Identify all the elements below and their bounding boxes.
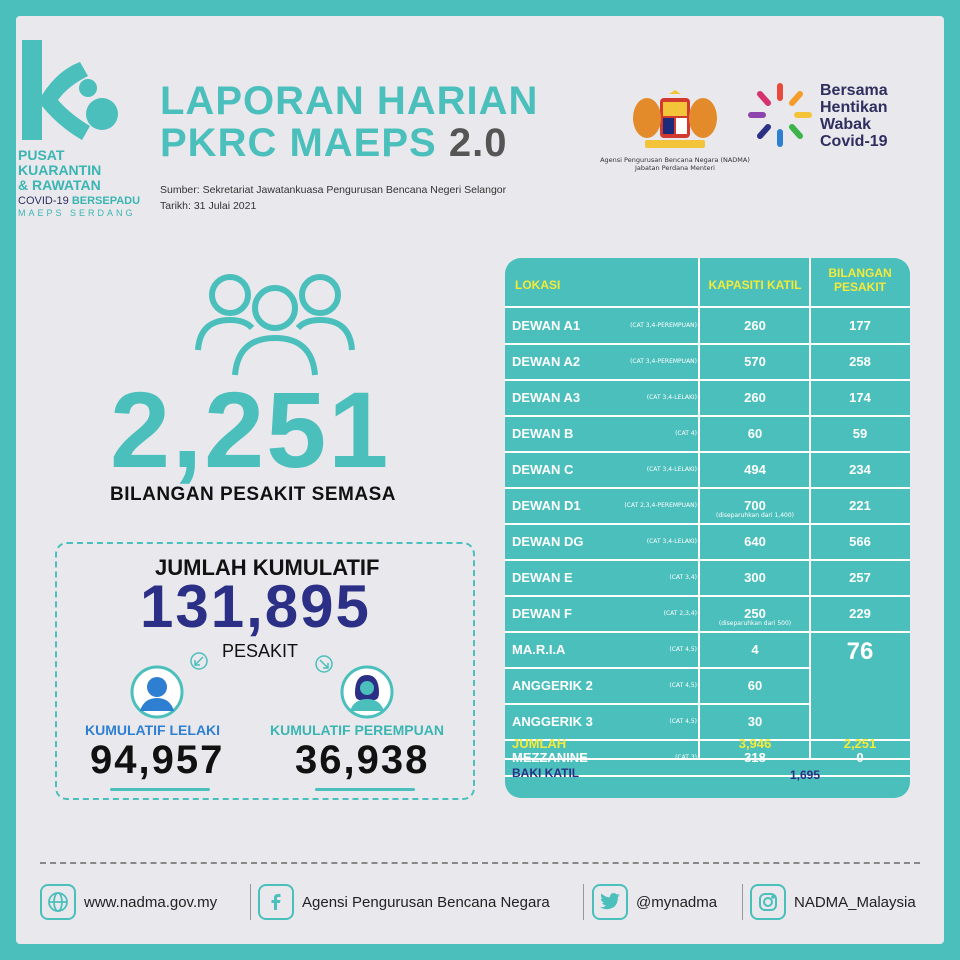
- logo-line4: COVID-19 BERSEPADU: [18, 195, 141, 207]
- row-capacity: 570: [744, 354, 766, 369]
- title-line1: LAPORAN HARIAN: [160, 79, 539, 123]
- row-category: (CAT 2,3,4-PEREMPUAN): [624, 502, 697, 509]
- nadma-line1: Agensi Pengurusan Bencana Negara (NADMA): [600, 156, 750, 164]
- table-row: [505, 308, 910, 344]
- male-label: KUMULATIF LELAKI: [85, 722, 221, 738]
- male-underline: [110, 788, 210, 791]
- female-underline: [315, 788, 415, 791]
- male-number: 94,957: [90, 738, 225, 782]
- footer-twitter[interactable]: [592, 882, 717, 922]
- source-text: Sumber: Sekretariat Jawatankuasa Pengurusan Bencana Negeri Selangor: [160, 184, 507, 196]
- header-capacity: KAPASITI KATIL: [708, 278, 802, 292]
- facebook-icon: [258, 884, 294, 920]
- row-category: (CAT 3,4-PEREMPUAN): [630, 322, 697, 329]
- row-patients: 258: [849, 354, 871, 369]
- cumulative-unit: PESAKIT: [222, 641, 299, 661]
- k-logo-icon: [18, 40, 128, 150]
- row-location: DEWAN F: [512, 606, 572, 621]
- bed-capacity-table: [505, 258, 910, 798]
- current-patients-label: BILANGAN PESAKIT SEMASA: [110, 484, 396, 505]
- table-row: [505, 416, 910, 452]
- website-text: www.nadma.gov.my: [84, 893, 218, 911]
- page-title: [160, 80, 538, 164]
- total-patients: 2,251: [843, 736, 877, 751]
- row-capacity: 494: [744, 462, 766, 477]
- globe-icon: [40, 884, 76, 920]
- logo-line2: KUARANTIN: [18, 162, 102, 178]
- nadma-caption: [600, 156, 750, 172]
- footer-website[interactable]: [40, 882, 217, 922]
- table-row: [505, 524, 910, 560]
- logo-text: [18, 148, 148, 218]
- balance-value: 1,695: [789, 768, 821, 782]
- row-capacity: 260: [744, 318, 766, 333]
- female-label: KUMULATIF PEREMPUAN: [270, 722, 444, 738]
- logo-line5: MAEPS SERDANG: [18, 208, 136, 218]
- row-location: DEWAN DG: [512, 534, 584, 549]
- footer-divider: [40, 862, 920, 864]
- header-location: LOKASI: [515, 278, 561, 292]
- row-category: (CAT 3,4-LELAKI): [646, 394, 697, 401]
- facebook-text: Agensi Pengurusan Bencana Negara: [302, 893, 550, 911]
- arrow-down-right-icon: [315, 655, 333, 673]
- row-location: MA.R.I.A: [512, 642, 566, 657]
- current-patients-number: 2,251: [110, 369, 391, 490]
- row-patients: 234: [849, 462, 871, 477]
- nadma-line2: Jabatan Perdana Menteri: [634, 164, 715, 172]
- row-location: ANGGERIK 3: [512, 714, 593, 729]
- row-patients: 59: [852, 426, 868, 441]
- footer-instagram[interactable]: [750, 882, 916, 922]
- title-line2: PKRC MAEPS 2.0: [160, 121, 508, 165]
- row-category: (CAT 4,5): [669, 718, 697, 725]
- twitter-icon: [592, 884, 628, 920]
- logo-line3: & RAWATAN: [18, 177, 101, 193]
- row-location: DEWAN A1: [512, 318, 581, 333]
- row-category: (CAT 2,3,4): [663, 610, 697, 617]
- header-patients: BILANGAN PESAKIT: [828, 266, 892, 294]
- row-capacity-note: (diseparuhkan dari 500): [718, 620, 792, 627]
- table-row: [505, 380, 910, 416]
- row-location: DEWAN A3: [512, 390, 581, 405]
- row-patients: 174: [849, 390, 871, 405]
- row-category: (CAT 3,4): [669, 574, 697, 581]
- row-category: (CAT 3,4-LELAKI): [646, 466, 697, 473]
- row-capacity: 300: [744, 570, 766, 585]
- row-category: (CAT 4,5): [669, 646, 697, 653]
- row-category: (CAT 3,4-PEREMPUAN): [630, 358, 697, 365]
- row-category: (CAT 4): [675, 430, 697, 437]
- row-capacity: 260: [744, 390, 766, 405]
- row-capacity-note: (diseparuhkan dari 1,400): [716, 512, 794, 519]
- instagram-icon: [750, 884, 786, 920]
- row-category: (CAT 3,4-LELAKI): [646, 538, 697, 545]
- campaign-text: Bersama Hentikan Wabak Covid-19: [820, 82, 888, 150]
- report-meta: [160, 182, 506, 214]
- instagram-text: NADMA_Malaysia: [794, 893, 916, 911]
- merged-patients-value: 76: [846, 638, 874, 665]
- row-patients: 221: [849, 498, 871, 513]
- table-row: [505, 344, 910, 380]
- row-location: ANGGERIK 2: [512, 678, 593, 693]
- female-avatar-icon: [340, 665, 394, 719]
- total-label: JUMLAH: [512, 736, 567, 751]
- male-avatar-icon: [130, 665, 184, 719]
- row-patients: 229: [849, 606, 871, 621]
- campaign-ring-icon: [745, 80, 815, 150]
- logo-line1: PUSAT: [18, 147, 65, 163]
- row-location: DEWAN B: [512, 426, 574, 441]
- cumulative-title: JUMLAH KUMULATIF: [155, 555, 380, 580]
- footer-facebook[interactable]: [258, 882, 550, 922]
- balance-label: BAKI KATIL: [512, 766, 580, 780]
- row-location: DEWAN C: [512, 462, 574, 477]
- title-version: 2.0: [448, 121, 508, 165]
- row-location: DEWAN A2: [512, 354, 581, 369]
- people-group-icon: [190, 270, 360, 380]
- table-row: [505, 452, 910, 488]
- malaysia-crest-icon: [625, 90, 725, 152]
- row-capacity: 640: [744, 534, 766, 549]
- row-location: DEWAN E: [512, 570, 573, 585]
- female-number: 36,938: [295, 738, 430, 782]
- total-capacity: 3,946: [738, 736, 772, 751]
- row-capacity: 700: [744, 498, 766, 513]
- row-capacity: 4: [751, 642, 759, 657]
- row-patients: 566: [849, 534, 871, 549]
- row-capacity: 60: [747, 678, 763, 693]
- row-capacity: 30: [747, 714, 763, 729]
- twitter-text: @mynadma: [636, 893, 718, 911]
- table-row: [505, 668, 910, 704]
- row-capacity: 60: [747, 426, 763, 441]
- row-location: DEWAN D1: [512, 498, 581, 513]
- table-row-total: [505, 726, 910, 762]
- table-row: [505, 488, 910, 524]
- row-category: (CAT 4,5): [669, 682, 697, 689]
- row-capacity: 250: [744, 606, 766, 621]
- row-patients: 257: [849, 570, 871, 585]
- cumulative-number: 131,895: [140, 573, 371, 640]
- date-text: Tarikh: 31 Julai 2021: [160, 200, 257, 212]
- arrow-down-left-icon: [190, 652, 208, 670]
- row-patients: 177: [849, 318, 871, 333]
- table-row: [505, 596, 910, 632]
- table-row: [505, 560, 910, 596]
